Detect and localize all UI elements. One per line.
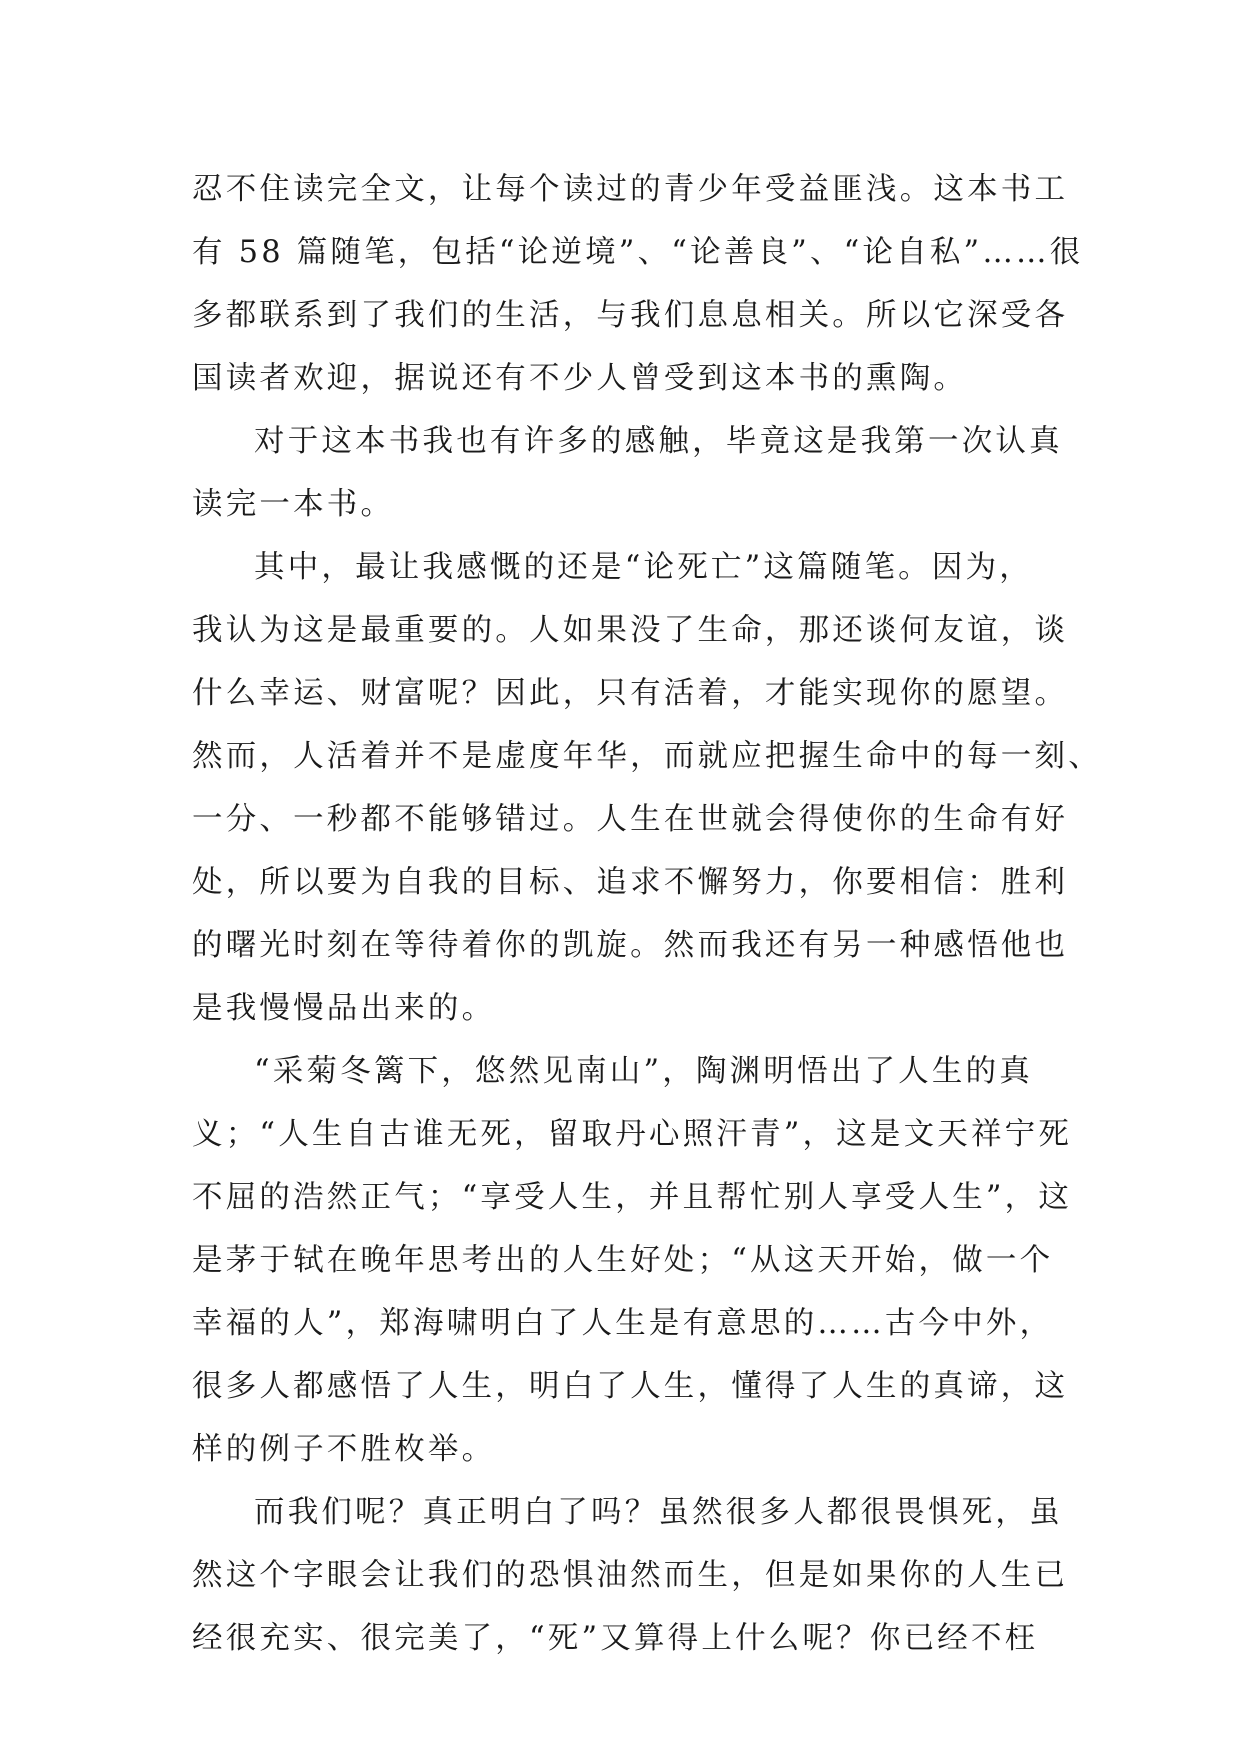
text-line: 我认为这是最重要的。人如果没了生命，那还谈何友谊，谈 [192, 613, 1069, 648]
text-line: 的曙光时刻在等待着你的凯旋。然而我还有另一种感悟他也 [192, 928, 1069, 963]
text-line: 然这个字眼会让我们的恐惧油然而生，但是如果你的人生已 [192, 1558, 1069, 1593]
text-line: 然而，人活着并不是虚度年华，而就应把握生命中的每一刻、 [192, 739, 1102, 774]
text-line: 是茅于轼在晚年思考出的人生好处；“从这天开始，做一个 [192, 1243, 1054, 1278]
text-line: 经很充实、很完美了，“死”又算得上什么呢？你已经不枉 [192, 1621, 1039, 1656]
text-line: 多都联系到了我们的生活，与我们息息相关。所以它深受各 [192, 298, 1069, 333]
text-line: “采菊冬篱下，悠然见南山”，陶渊明悟出了人生的真 [254, 1054, 1033, 1089]
text-line: 是我慢慢品出来的。 [192, 991, 496, 1026]
text-line: 其中，最让我感慨的还是“论死亡”这篇随笔。因为， [254, 550, 1033, 585]
text-line: 忍不住读完全文，让每个读过的青少年受益匪浅。这本书工 [192, 172, 1069, 207]
text-line: 国读者欢迎，据说还有不少人曾受到这本书的熏陶。 [192, 361, 968, 396]
text-line: 对于这本书我也有许多的感触，毕竟这是我第一次认真 [254, 424, 1063, 459]
text-line: 一分、一秒都不能够错过。人生在世就会得使你的生命有好 [192, 802, 1069, 837]
text-line: 读完一本书。 [192, 487, 395, 522]
text-line: 很多人都感悟了人生，明白了人生，懂得了人生的真谛，这 [192, 1369, 1069, 1404]
text-line: 不屈的浩然正气；“享受人生，并且帮忙别人享受人生”，这 [192, 1180, 1073, 1215]
text-line: 处，所以要为自我的目标、追求不懈努力，你要相信：胜利 [192, 865, 1069, 900]
text-line: 样的例子不胜枚举。 [192, 1432, 496, 1467]
text-line: 幸福的人”，郑海啸明白了人生是有意思的……古今中外， [192, 1306, 1054, 1341]
text-line: 义；“人生自古谁无死，留取丹心照汗青”，这是文天祥宁死 [192, 1117, 1073, 1152]
body-text [192, 158, 1102, 1670]
text-line: 什么幸运、财富呢？因此，只有活着，才能实现你的愿望。 [192, 676, 1069, 711]
text-line: 而我们呢？真正明白了吗？虽然很多人都很畏惧死，虽 [254, 1495, 1063, 1530]
text-line: 有 58 篇随笔，包括“论逆境”、“论善良”、“论自私”……很 [192, 235, 1084, 270]
